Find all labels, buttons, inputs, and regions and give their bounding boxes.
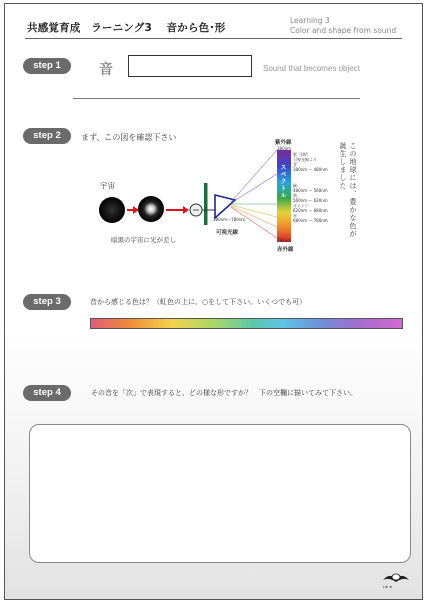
step-2-instruction: まず、この図を確認下さい (81, 133, 177, 142)
spectrum-legend-line: 青 (293, 162, 297, 168)
light-spectrum-diagram (5, 4, 423, 304)
subtitle-line-2: Color and shape from sound (290, 26, 397, 35)
slit-bar (204, 183, 208, 225)
ray-yellow (231, 205, 277, 217)
visible-range: 380nm〜780nm (213, 217, 246, 222)
spectrum-legend-line: 620nm 〜 680nm (293, 208, 328, 214)
lit-universe-circle (138, 196, 164, 222)
worksheet-page (4, 3, 423, 600)
earth-colors-note: この地球には、豊かな色が誕生しました (339, 142, 357, 238)
uv-nm: 380nm (277, 146, 292, 151)
spectrum-legend-line: オレンジ (293, 202, 309, 208)
step-3-instruction: 音から感じる色は？（虹色の上に、○をして下さい。いくつでも可） (90, 298, 307, 306)
spectrum-legend-line: 680nm 〜 780nm (293, 218, 328, 224)
page-title: 共感覚育成 ラーニング3 音から色･形 (27, 22, 226, 34)
step-1-caption: Sound that becomes object (263, 64, 360, 73)
spectrum-word: スペクトル (279, 164, 286, 199)
step-1-badge: step 1 (23, 58, 71, 74)
arrow-1-head (133, 206, 139, 214)
visible-light-label: 可視光線 (216, 230, 239, 236)
dark-universe-circle (99, 197, 125, 223)
spectrum-legend-line: 560nm 〜 620nm (293, 197, 328, 203)
step-2-badge: step 2 (23, 128, 71, 144)
spectrum-legend-line: 緑 (293, 182, 297, 188)
uv-label: 紫外線 (275, 140, 292, 146)
step-3-badge: step 3 (23, 294, 71, 310)
spectrum-legend-line: 可視光線より (293, 157, 317, 163)
subtitle-line-1: Learning 3 (290, 16, 330, 25)
arrow-2-head (183, 206, 189, 214)
spectrum-legend-line: 紫（UV） (293, 152, 311, 157)
space-label: 宇宙 (100, 181, 115, 190)
ray-violet (231, 150, 277, 202)
sound-kanji: 音 (99, 62, 113, 78)
spectrum-legend-line: 赤 (293, 213, 297, 219)
spectrum-legend (293, 152, 328, 223)
rainbow-color-bar[interactable] (90, 318, 403, 329)
dark-universe-caption: 暗黒の宇宙に光が差し (111, 236, 176, 244)
brand-logo-text: Lib ★ (383, 585, 393, 589)
ir-nm: 780nm (277, 238, 292, 243)
step-4-badge: step 4 (23, 385, 71, 401)
spectrum-legend-line: 380nm 〜 480nm (293, 167, 328, 173)
ir-label: 赤外線 (277, 247, 294, 253)
step-4-instruction: その音を「次」で表現すると、どの様な形ですか？ 下の空欄に描いてみて下さい。 (91, 389, 357, 397)
drawing-area[interactable] (29, 424, 411, 563)
ray-blue (231, 174, 277, 203)
spectrum-legend-line: 黄 (293, 192, 297, 198)
spectrum-legend-line: 480nm 〜 560nm (293, 187, 328, 193)
